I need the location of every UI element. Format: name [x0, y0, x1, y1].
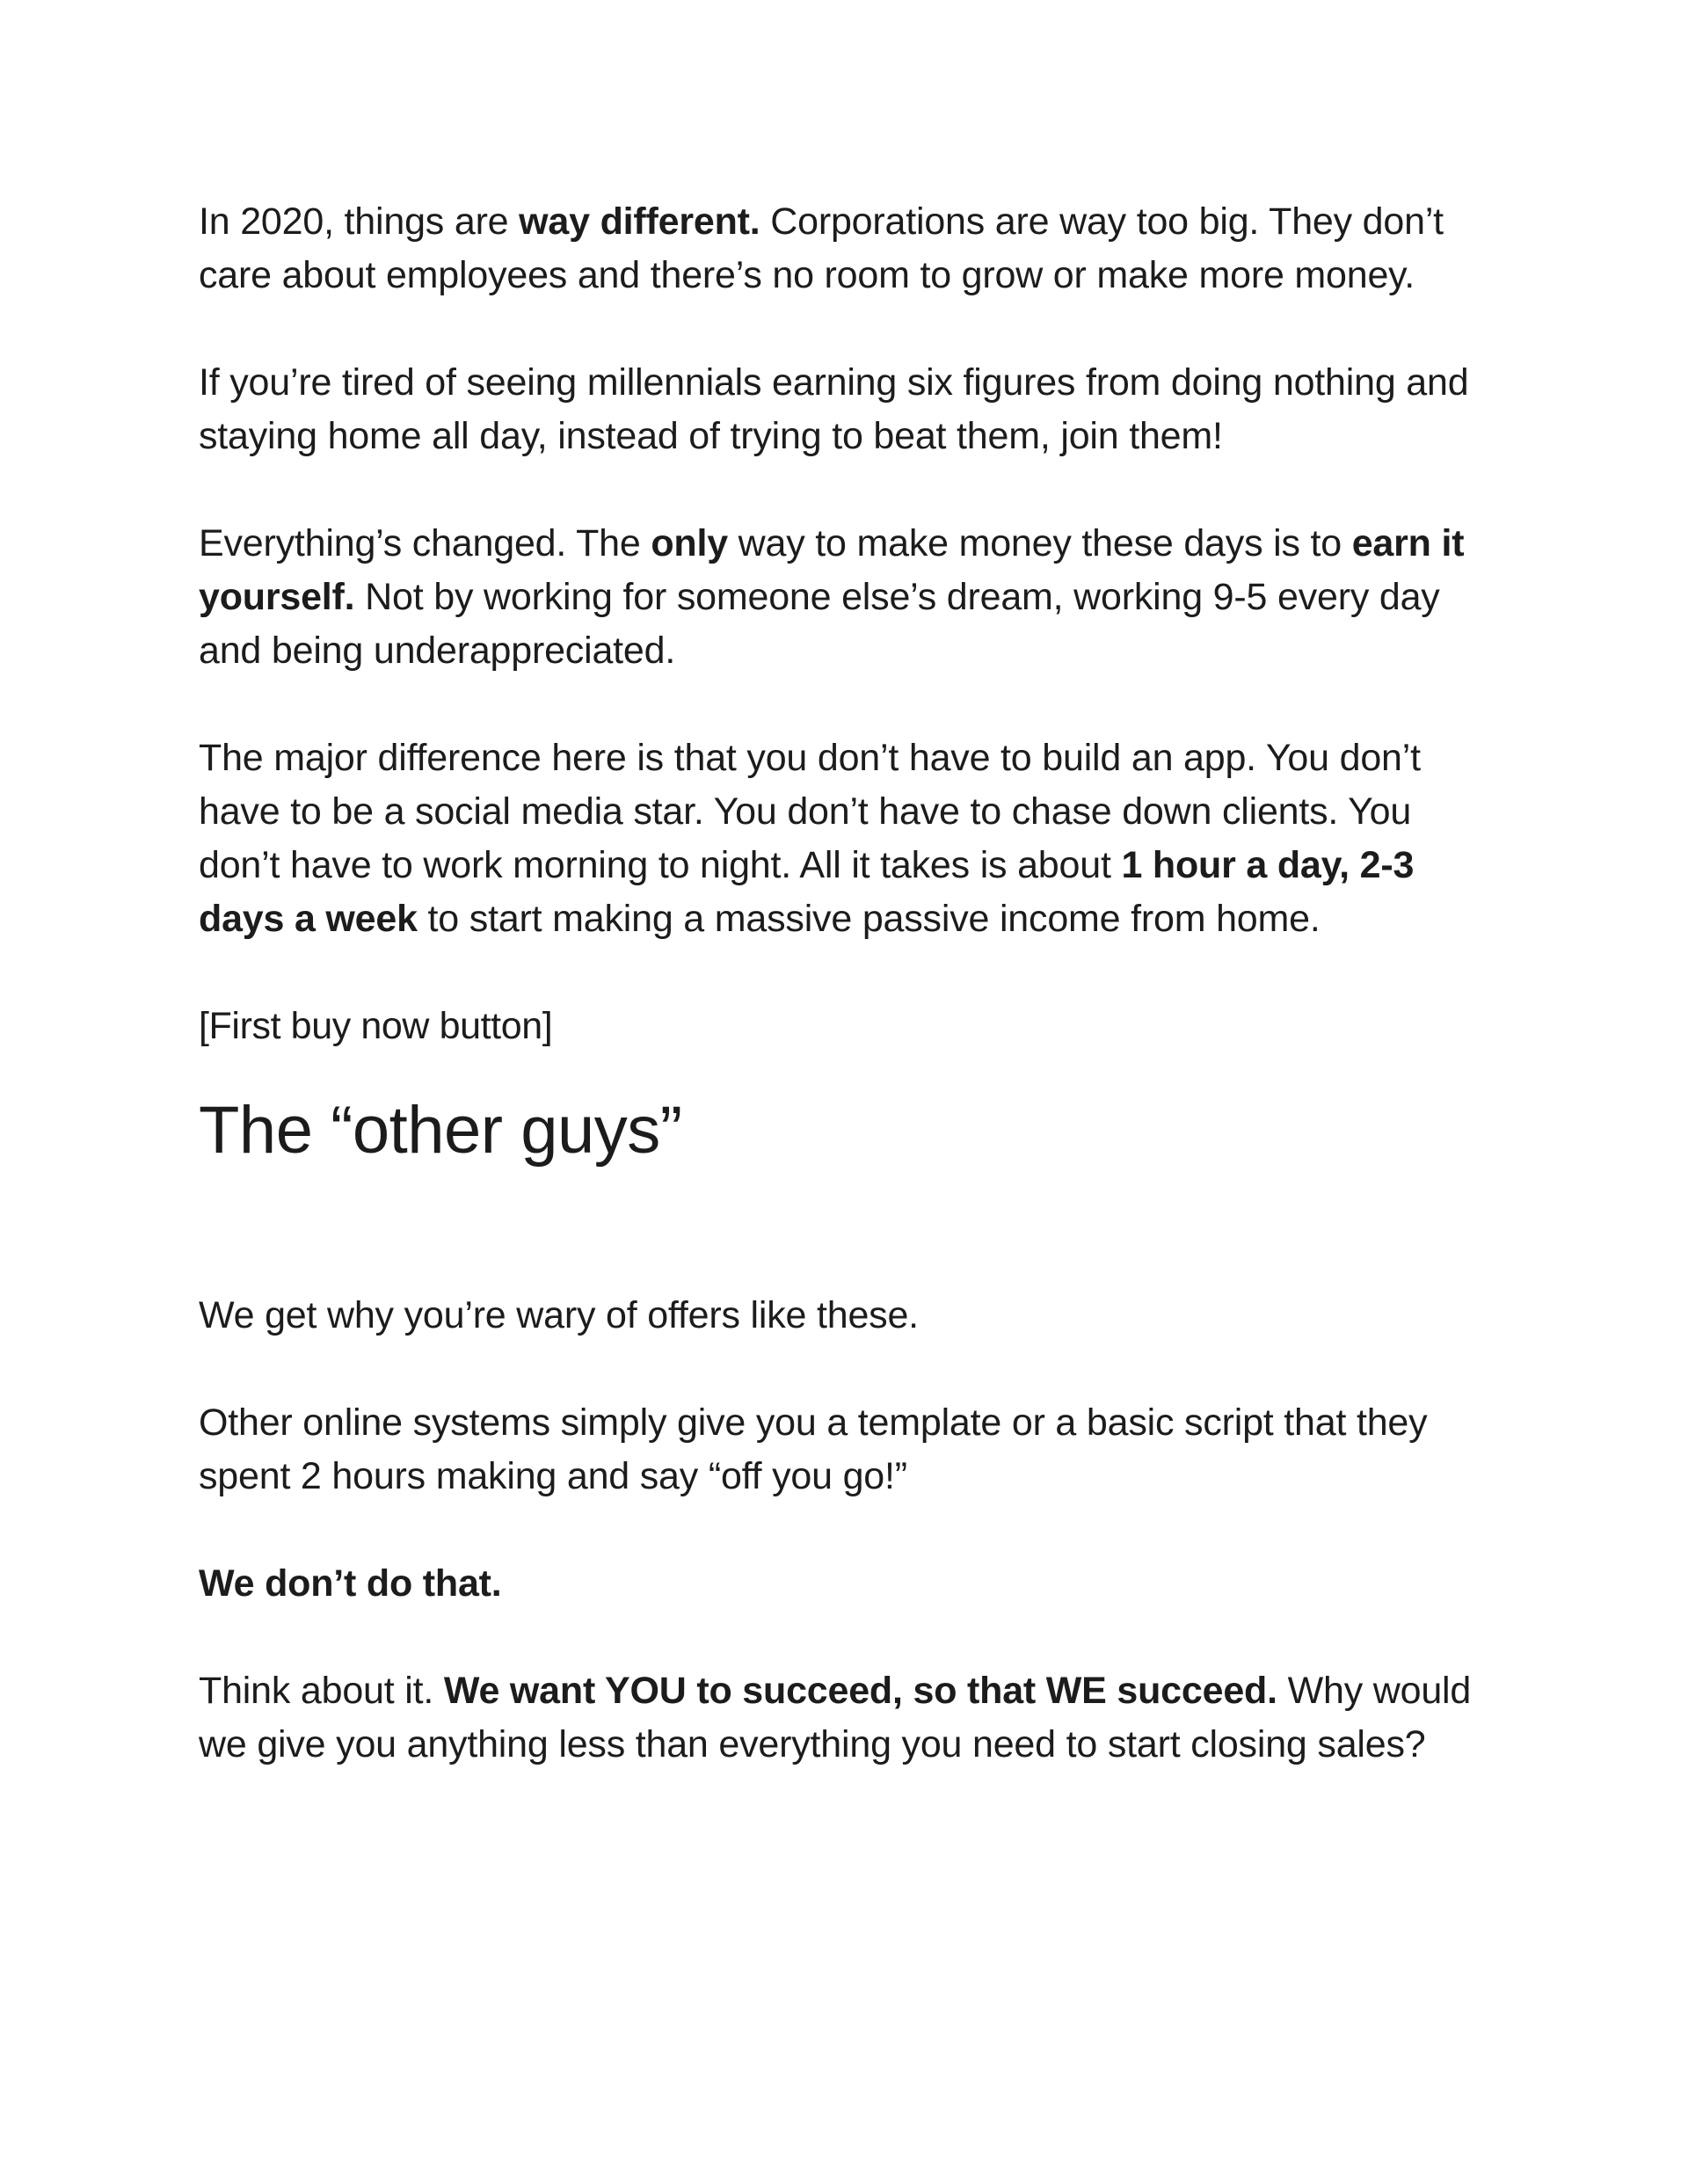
text-run: We get why you’re wary of offers like these.	[199, 1294, 919, 1336]
paragraph-major-difference	[199, 732, 1491, 946]
text-run: If you’re tired of seeing millennials earning six figures from doing nothing and staying home all day, instead of trying to beat them, join them!	[199, 361, 1469, 457]
paragraph-intro	[199, 195, 1491, 302]
text-run: to start making a massive passive income from home.	[417, 898, 1321, 940]
paragraph-everything-changed	[199, 517, 1491, 678]
bold-run: We don’t do that.	[199, 1562, 502, 1605]
text-run: Corporations are way too big. They don’t care about employees and there’s no room to grow or make more money.	[199, 200, 1444, 296]
text-run: The major difference here is that you don’t have to build an app. You don’t have to be a social media star. You don’t have to chase down clients. You don’t have to work morning to night. All it takes is about	[199, 737, 1421, 886]
text-run: Not by working for someone else’s dream, working 9-5 every day and being underappreciated.	[199, 576, 1440, 672]
paragraph-millennials	[199, 356, 1491, 463]
bold-run: way different.	[519, 200, 760, 243]
paragraph-other-systems	[199, 1396, 1491, 1503]
bold-run: 1 hour a day, 2-3 days a week	[199, 844, 1415, 940]
bold-run: earn it yourself.	[199, 522, 1465, 618]
paragraph-wary	[199, 1289, 1491, 1343]
text-run: Other online systems simply give you a template or a basic script that they spent 2 hours making and say “off you go!”	[199, 1401, 1428, 1497]
section-heading: The “other guys”	[199, 1093, 682, 1168]
text-run: Everything’s changed. The	[199, 522, 651, 564]
document-body	[199, 195, 1491, 1825]
paragraph-think-about-it	[199, 1664, 1491, 1772]
text-run: Why would we give you anything less than everything you need to start closing sales?	[199, 1670, 1472, 1765]
paragraph-we-dont	[199, 1557, 1491, 1611]
text-run: way to make money these days is to	[727, 522, 1352, 564]
text-run: In 2020, things are	[199, 200, 520, 243]
buy-button-placeholder: [First buy now button]	[199, 1005, 553, 1047]
bold-run: only	[651, 522, 728, 564]
bold-run: We want YOU to succeed, so that WE succeed.	[443, 1670, 1277, 1712]
text-run: Think about it.	[199, 1670, 444, 1712]
